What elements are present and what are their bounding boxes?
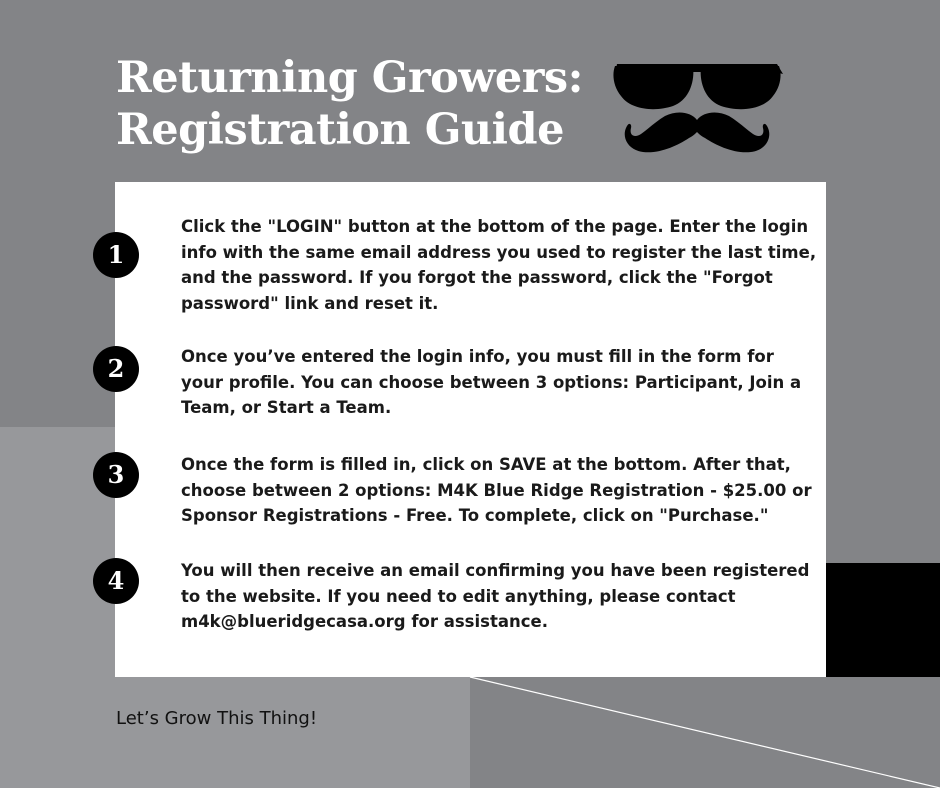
page-title <box>116 52 583 156</box>
sunglasses-mustache-icon <box>607 52 787 160</box>
title-line-1: Returning Growers: <box>116 53 583 103</box>
step-3-number-badge: 3 <box>93 452 139 498</box>
step-3-text: Once the form is filled in, click on SAVE at the bottom. After that, choose between 2 options: M4K Blue Ridge Registration - $25.00 or Sponsor Registrations - Free. To complete, click on "Purchase." <box>181 455 812 525</box>
step-2-number-badge: 2 <box>93 346 139 392</box>
step-4-text: You will then receive an email confirming you have been registered to the website. If you need to edit anything, please contact m4k@blueridgecasa.org for assistance. <box>181 561 810 631</box>
title-line-2: Registration Guide <box>116 105 564 155</box>
step-4-number-badge: 4 <box>93 558 139 604</box>
step-2-text: Once you’ve entered the login info, you must fill in the form for your profile. You can choose between 3 options: Participant, Join a Team, or Start a Team. <box>181 347 802 417</box>
step-1-number-badge: 1 <box>93 232 139 278</box>
step-1-text: Click the "LOGIN" button at the bottom of the page. Enter the login info with the same email address you used to register the last time, and the password. If you forgot the password, click the "Forgot password" link and reset it. <box>181 217 817 313</box>
footer-tagline: Let’s Grow This Thing! <box>116 708 318 729</box>
